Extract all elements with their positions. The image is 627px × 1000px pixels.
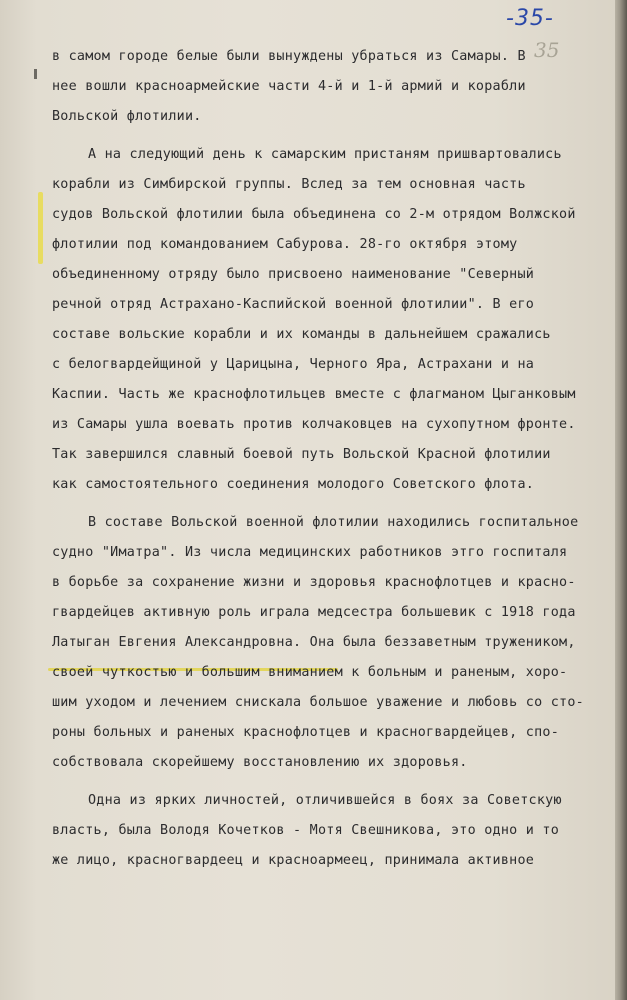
text-line: В составе Вольской военной флотилии находились госпитальное (88, 515, 579, 530)
pencil-page-mark: 35 (534, 38, 560, 62)
text-line: в самом городе белые были вынуждены убраться из Самары. В (52, 49, 526, 64)
text-line: роны больных и раненых краснофлотцев и красногвардейцев, спо- (52, 725, 560, 740)
text-line: Так завершился славный боевой путь Вольской Красной флотилии (52, 447, 551, 462)
text-line: Одна из ярких личностей, отличившейся в боях за Советскую (88, 793, 562, 808)
text-line: флотилии под командованием Сабурова. 28-го октября этому (52, 237, 518, 252)
text-line: гвардейцев активную роль играла медсестра большевик с 1918 года (52, 605, 576, 620)
text-line: нее вошли красноармейские части 4-й и 1-й армий и корабли (52, 79, 526, 94)
text-line: Каспии. Часть же краснофлотильцев вместе с флагманом Цыганковым (52, 387, 576, 402)
text-line: Вольской флотилии. (52, 109, 202, 124)
highlighter-margin-mark (38, 192, 43, 264)
text-line: из Самары ушла воевать против колчаковцев на сухопутном фронте. (52, 417, 576, 432)
text-line: Латыган Евгения Александровна. Она была беззаветным тружеником, (52, 635, 576, 650)
text-line: составе вольские корабли и их команды в дальнейшем сражались (52, 327, 551, 342)
text-line: речной отряд Астрахано-Каспийской военной флотилии". В его (52, 297, 535, 312)
typewritten-text (52, 42, 612, 876)
text-line: с белогвардейщиной у Царицына, Черного Яра, Астрахани и на (52, 357, 535, 372)
text-line: судов Вольской флотилии была объединена со 2-м отрядом Волжской (52, 207, 576, 222)
text-line: корабли из Симбирской группы. Вслед за тем основная часть (52, 177, 526, 192)
text-line: собствовала скорейшему восстановлению их здоровья. (52, 755, 468, 770)
text-line: своей чуткостью и большим вниманием к больным и раненым, хоро- (52, 665, 568, 680)
text-line: же лицо, красногвардеец и красноармеец, принимала активное (52, 853, 535, 868)
text-line: объединенному отряду было присвоено наименование "Северный (52, 267, 535, 282)
margin-mark (34, 69, 37, 79)
text-line: А на следующий день к самарским пристаням пришвартовались (88, 147, 562, 162)
text-line: судно "Иматра". Из числа медицинских работников этго госпиталя (52, 545, 568, 560)
text-line: шим уходом и лечением снискала большое уважение и любовь со сто- (52, 695, 584, 710)
text-line: как самостоятельного соединения молодого Советского флота. (52, 477, 535, 492)
text-line: власть, была Володя Кочетков - Мотя Свешникова, это одно и то (52, 823, 560, 838)
page-edge (615, 0, 627, 1000)
page-number: -35- (506, 6, 554, 31)
text-line: в борьбе за сохранение жизни и здоровья краснофлотцев и красно- (52, 575, 576, 590)
